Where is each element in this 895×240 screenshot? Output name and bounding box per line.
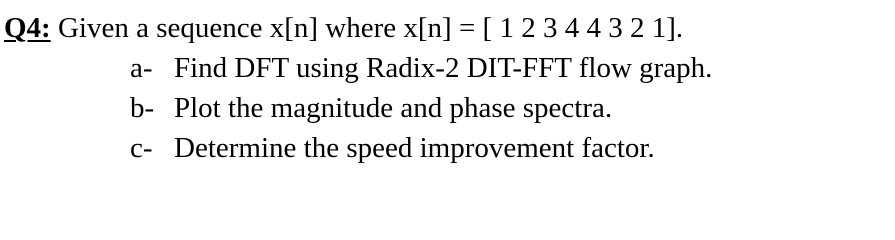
question-part-b [4, 88, 889, 128]
part-letter: b- [130, 92, 155, 124]
question-part-a [4, 48, 889, 88]
part-text: Determine the speed improvement factor. [174, 132, 655, 164]
question-stem-line [4, 8, 889, 48]
part-text: Find DFT using Radix-2 DIT-FFT flow graph. [174, 52, 713, 84]
question-block [4, 8, 889, 168]
part-text: Plot the magnitude and phase spectra. [174, 92, 613, 124]
question-part-c [4, 128, 889, 168]
part-letter: a- [130, 52, 153, 84]
question-number: Q4: [4, 12, 51, 44]
part-letter: c- [130, 132, 153, 164]
question-stem: Given a sequence x[n] where x[n] = [ 1 2 3 4 4 3 2 1]. [57, 12, 684, 44]
